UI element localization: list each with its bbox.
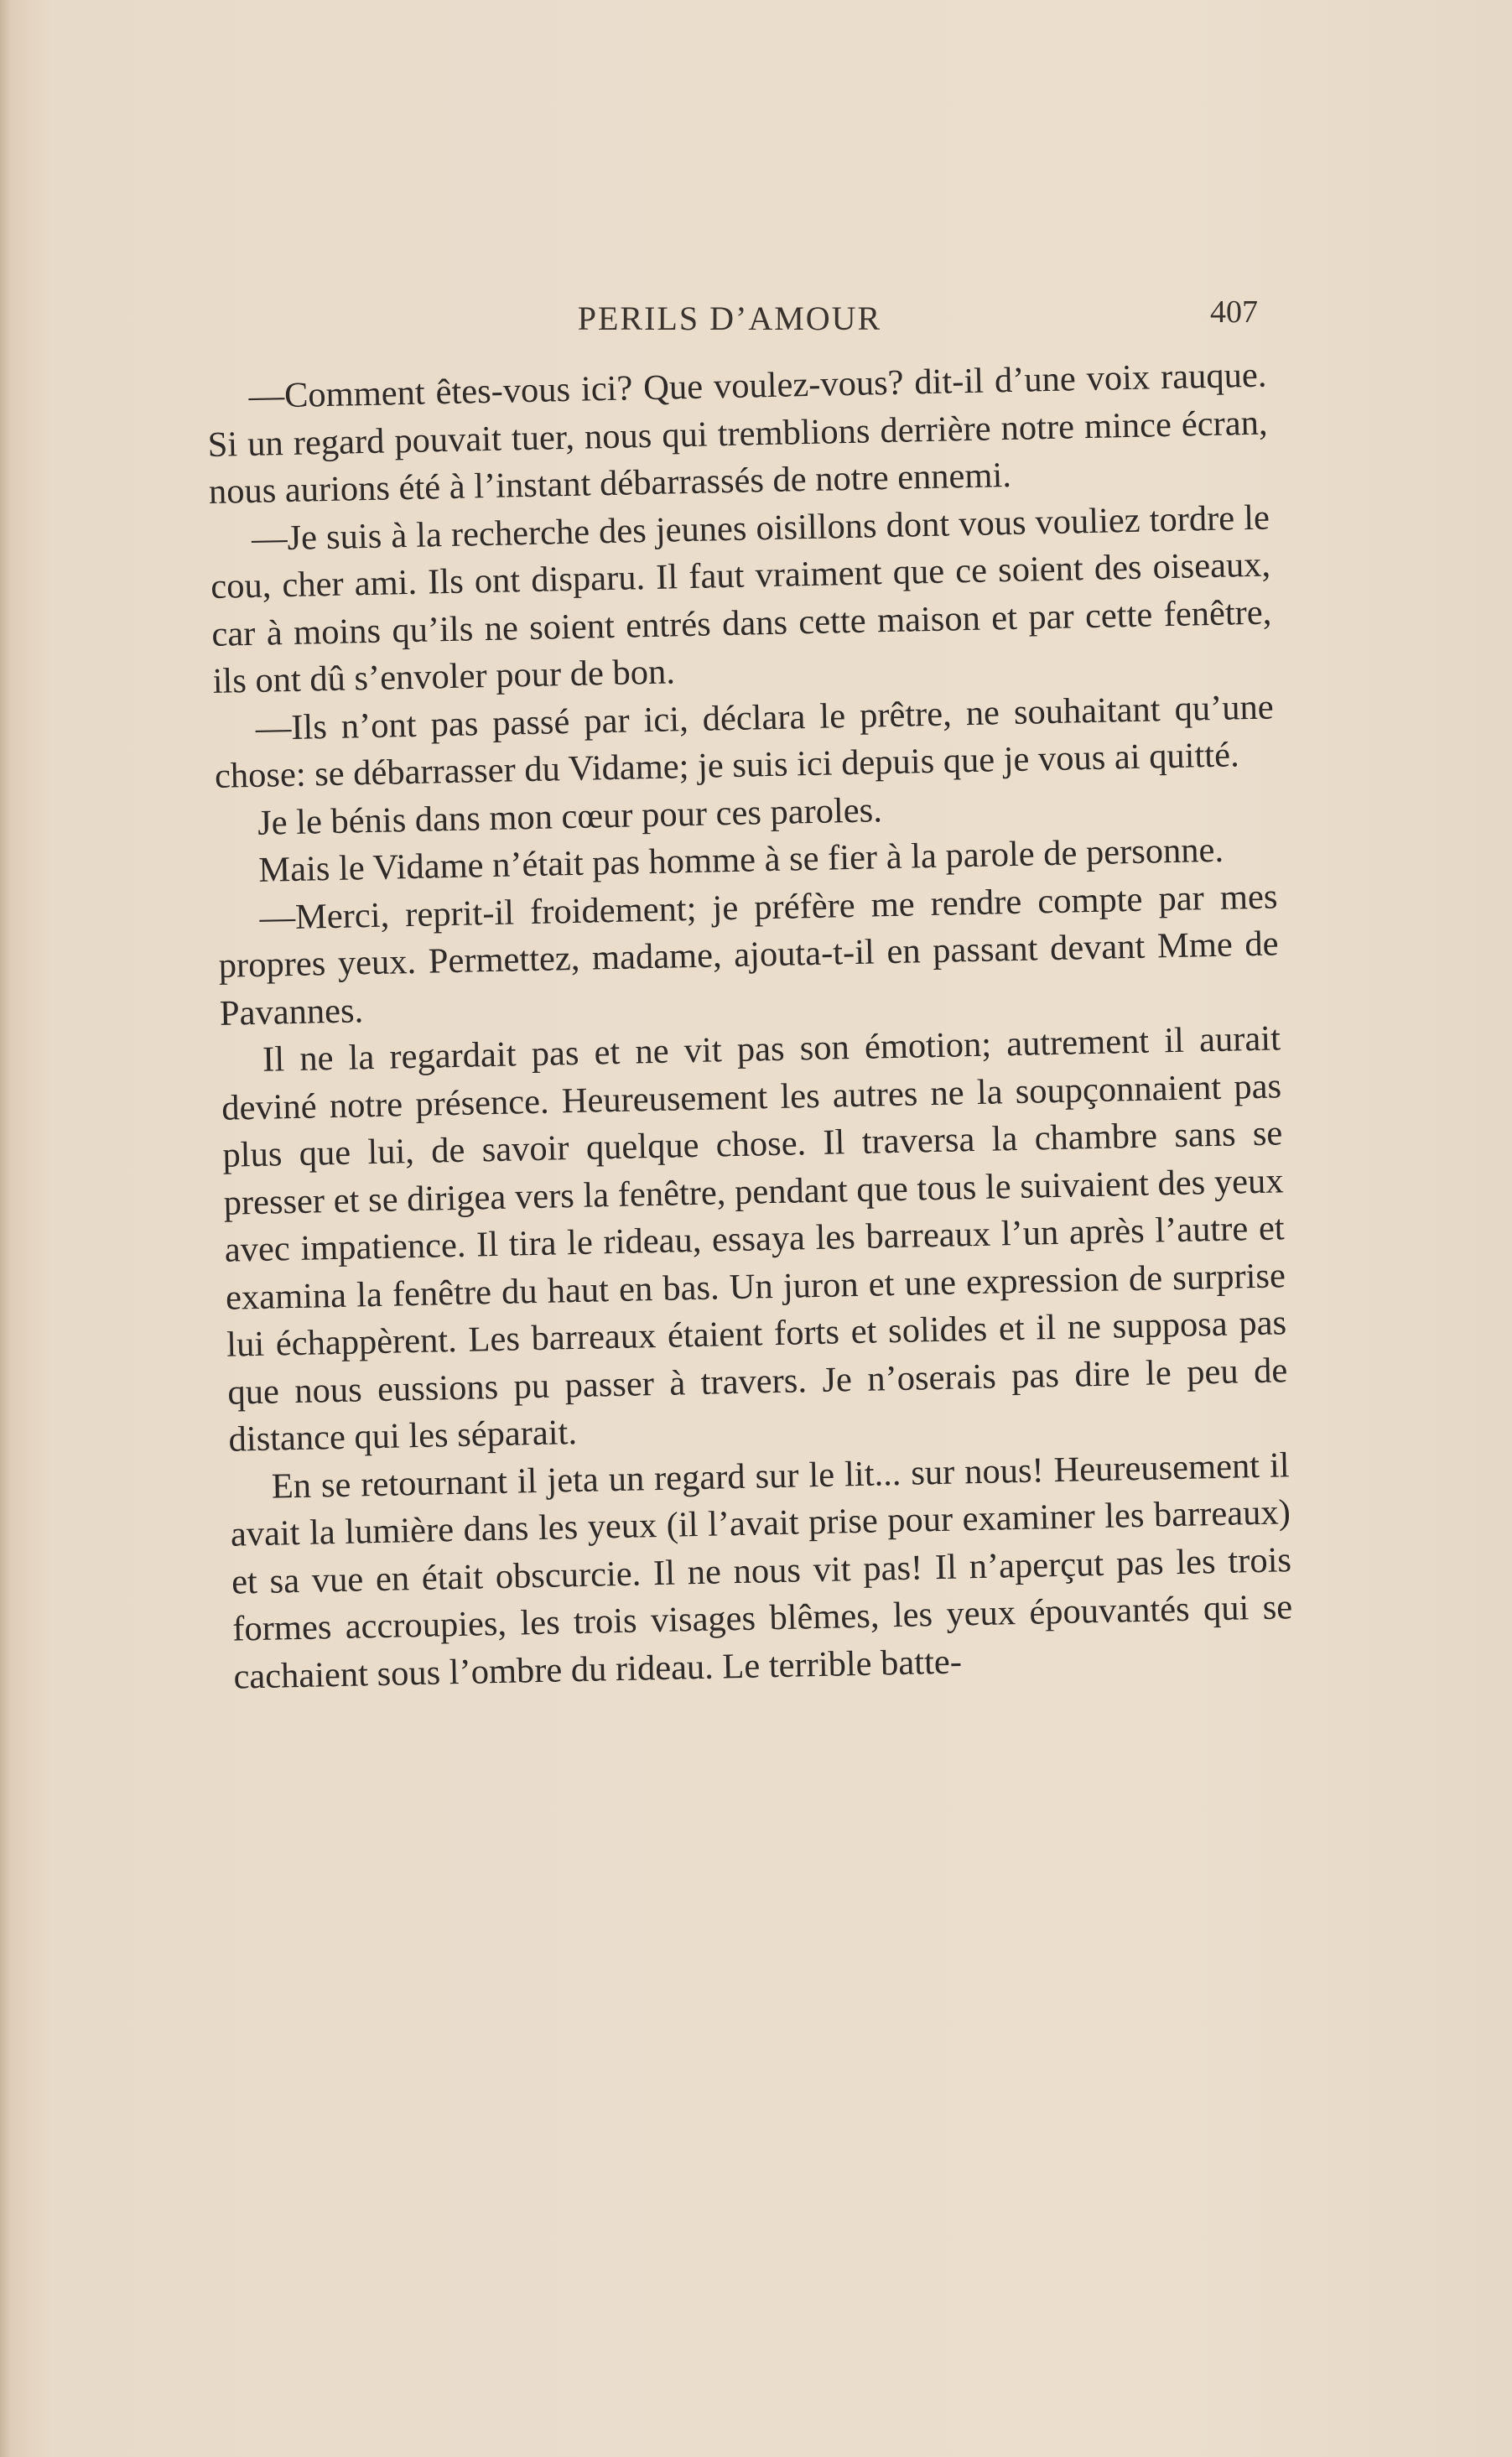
paragraph: Je le bénis dans mon cœur pour ces paroles. bbox=[257, 789, 883, 843]
paragraph: —Ils n’ont pas passé par ici, déclara le prêtre, ne souhaitant qu’une chose: se débarrasser du Vidame; je suis ici depuis que je vous ai quitté. bbox=[214, 686, 1275, 796]
paragraph: —Je suis à la recherche des jeunes oisillons dont vous vouliez tordre le cou, cher ami. Ils ont disparu. Il faut vraiment que ce soient des oiseaux, car à moins qu’ils ne soient entrés dans cette maison et par cette fenêtre, ils ont dû s’envoler pour de bon. bbox=[210, 497, 1272, 701]
paragraph: Mais le Vidame n’était pas homme à se fier à la parole de personne. bbox=[257, 830, 1224, 890]
paragraph: —Comment êtes-vous ici? Que voulez-vous? dit-il d’une voix rauque. Si un regard pouvait tuer, nous qui tremblions derrière notre mince écran, nous aurions été à l’instant débarrassés de notre ennemi. bbox=[207, 355, 1268, 512]
paragraph: —Merci, reprit-il froidement; je préfère me rendre compte par mes propres yeux. Permettez, madame, ajouta-t-il en passant devant Mme de Pavannes. bbox=[218, 876, 1279, 1033]
running-title: PERILS D’AMOUR bbox=[577, 299, 882, 337]
page-number: 407 bbox=[1210, 294, 1258, 330]
paragraph: En se retournant il jeta un regard sur le lit... sur nous! Heureusement il avait la lumière dans les yeux (il l’avait prise pour examiner les barreaux) et sa vue en était obscurcie. Il ne nous vit pas! Il n’aperçut pas les trois formes accroupies, les trois visages blêmes, les yeux épouvantés qui se cachaient sous l’ombre du rideau. Le terrible batte- bbox=[230, 1445, 1293, 1697]
body-text bbox=[206, 352, 1294, 1701]
page-edge bbox=[0, 0, 12, 2457]
running-head bbox=[201, 294, 1258, 344]
paragraph: Il ne la regardait pas et ne vit pas son émotion; autrement il aurait deviné notre présence. Heureusement les autres ne la soupçonnaient pas plus que lui, de savoir quelque chose. Il traversa la chambre sans se presser et se dirigea vers la fenêtre, pendant que tous le suivaient des yeux avec impatience. Il tira le rideau, essaya les barreaux l’un après l’autre et examina la fenêtre du haut en bas. Un juron et une expression de surprise lui échappèrent. Les barreaux étaient forts et solides et il ne supposa pas que nous eussions pu passer à travers. Je n’oserais pas dire le peu de distance qui les séparait. bbox=[221, 1018, 1288, 1460]
